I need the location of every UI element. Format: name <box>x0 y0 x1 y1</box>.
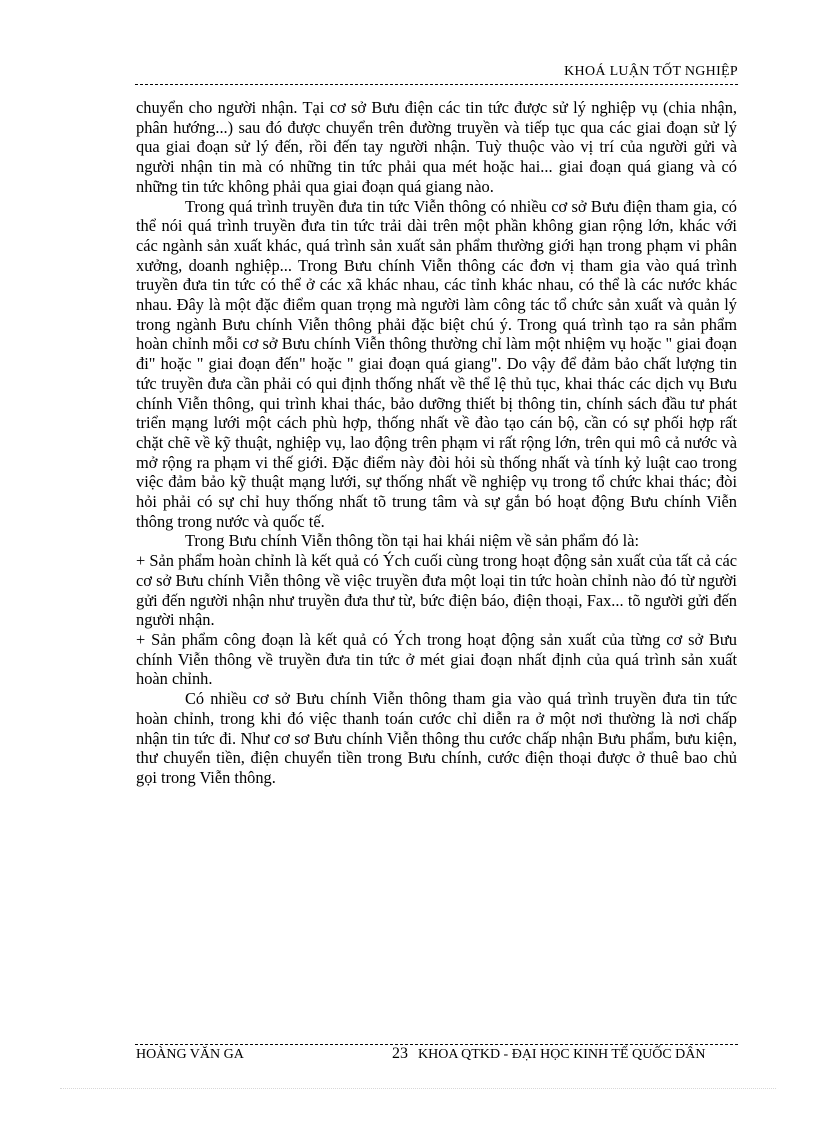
page-number: 23 <box>392 1045 408 1062</box>
paragraph: chuyển cho người nhận. Tại cơ sở Bưu điện các tin tức được sử lý nghiệp vụ (chia nhận, phân hướng...) sau đó được chuyển trên đường truyền và tiếp tục qua các giai đoạn sử lý qua giai đoạn sử lý đến, rồi đến tay người nhận. Tuỳ thuộc vào vị trí của người gửi và người nhận tin mà có những tin tức phải qua mét hoặc hai... giai đoạn quá giang và có những tin tức không phải qua giai đoạn quá giang nào. <box>136 98 737 196</box>
bullet-paragraph: + Sản phẩm công đoạn là kết quả có Ých trong hoạt động sản xuất của từng cơ sở Bưu chính Viễn thông về truyền đưa tin tức ở mét giai đoạn nhất định của quá trình sản xuất hoàn chỉnh. <box>136 629 737 689</box>
header-divider <box>135 84 738 85</box>
footer-institution: KHOA QTKD - ĐẠI HỌC KINH TẾ QUỐC DÂN <box>418 1047 706 1062</box>
paragraph: Có nhiều cơ sở Bưu chính Viễn thông tham gia vào quá trình truyền đưa tin tức hoàn chỉnh, trong khi đó việc thanh toán cước chỉ diễn ra ở một nơi thường là nơi chấp nhận tin tức đi. Như cơ sơ Bưu chính Viễn thông thu cước chấp nhận Bưu phẩm, bưu kiện, thư chuyển tiền, điện chuyển tiền trong Bưu chính, cước điện thoại được ở thuê bao chủ gọi trong Viễn thông. <box>136 689 737 787</box>
footer-author: HOÀNG VĂN GA <box>136 1047 244 1062</box>
footer-divider <box>135 1044 738 1045</box>
body-text <box>136 98 737 788</box>
paragraph: Trong Bưu chính Viễn thông tồn tại hai khái niệm về sản phẩm đó là: <box>185 531 640 551</box>
bullet-paragraph: + Sản phẩm hoàn chỉnh là kết quả có Ých cuối cùng trong hoạt động sản xuất của tất cả các cơ sở Bưu chính Viễn thông về việc truyền đưa một loại tin tức hoàn chỉnh nào đó từ người gửi đến người nhận như truyền đưa thư từ, bức điện báo, điện thoại, Fax... tõ người gửi đến người nhận. <box>136 551 737 630</box>
page-bottom-divider <box>60 1088 776 1089</box>
header-title: KHOÁ LUẬN TỐT NGHIỆP <box>564 64 738 79</box>
paragraph: Trong quá trình truyền đưa tin tức Viễn thông có nhiều cơ sở Bưu điện tham gia, có thể nói quá trình truyền đưa tin tức trải dài trên một phần không gian rộng lớn, khác với các ngành sản xuất khác, quá trình sản xuất sản phẩm thường giới hạn trong phạm vi phân xưởng, doanh nghiệp... Trong Bưu chính Viễn thông các đơn vị tham gia vào quá trình truyền đưa tin tức có thể ở các xã khác nhau, các tỉnh khác nhau, có thể là các nước khác nhau. Đây là một đặc điểm quan trọng mà người làm công tác tổ chức sản xuất và quản lý trong ngành Bưu chính Viễn thông phải đặc biệt chú ý. Trong quá trình tạo ra sản phẩm hoàn chỉnh mỗi cơ sở Bưu chính Viễn thông thường chỉ làm một nhiệm vụ hoặc " giai đoạn đi" hoặc " giai đoạn đến" hoặc " giai đoạn quá giang". Do vậy để đảm bảo chất lượng tin tức truyền đưa cần phải có qui định thống nhất về thể lệ thủ tục, khai thác các dịch vụ Bưu chính Viễn thông, qui trình khai thác, bảo dưỡng thiết bị thông tin, chính sách đầu tư phát triển mạng lưới một cách phù hợp, thống nhất về đào tạo cán bộ, cần có sự phối hợp rất chặt chẽ về kỹ thuật, nghiệp vụ, lao động trên phạm vi rất rộng lớn, trên qui mô cả nước và mở rộng ra phạm vi thế giới. Đặc điểm này đòi hỏi sù thống nhất và tính kỷ luật cao trong việc đảm bảo kỹ thuật mạng lưới, sự thống nhất về nghiệp vụ trong tổ chức khai thác; đòi hỏi phải có sự chỉ huy thống nhất tõ trung tâm và sự gắn bó hoạt động Bưu chính Viễn thông trong nước và quốc tế. <box>136 196 737 531</box>
